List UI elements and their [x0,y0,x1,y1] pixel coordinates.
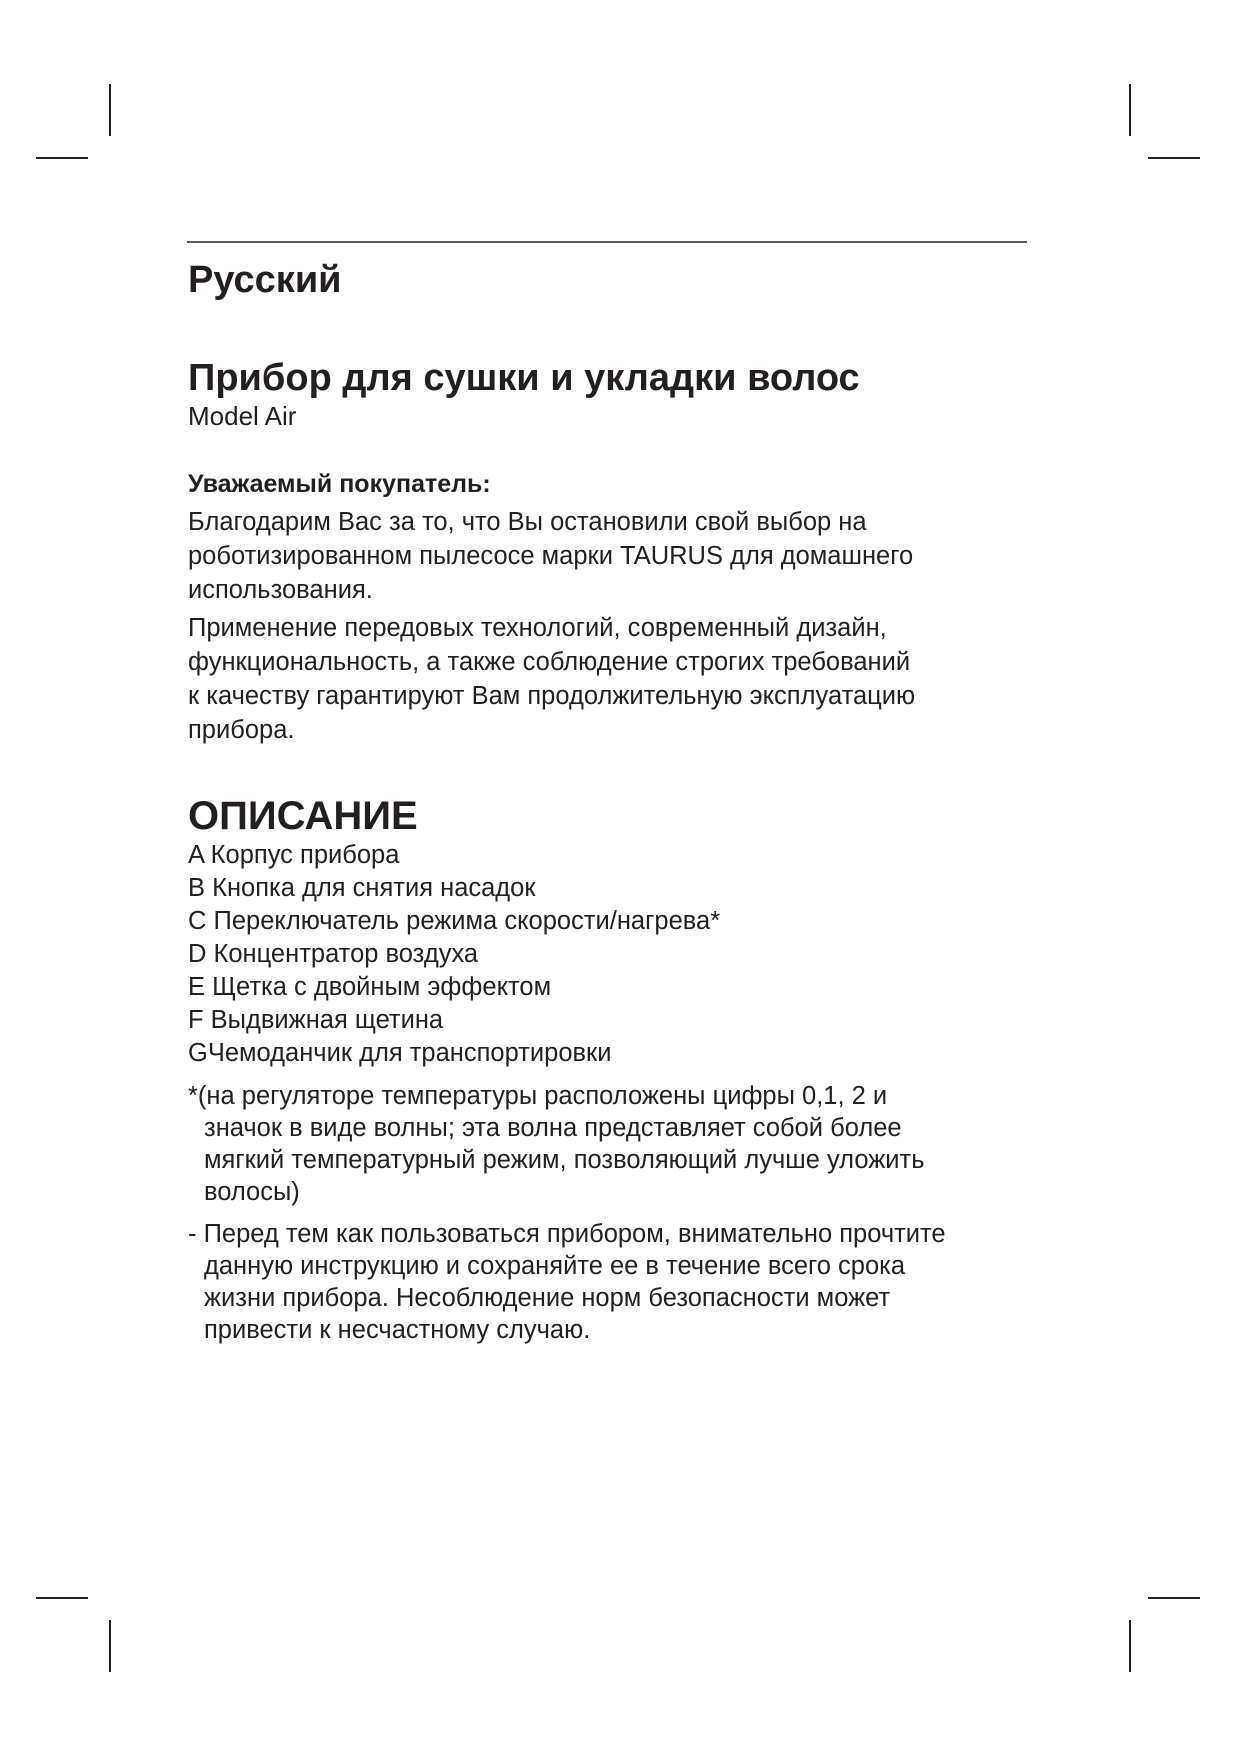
crop-mark-top-right-horizontal [1148,157,1200,159]
language-title: Русский [188,259,342,301]
greeting: Уважаемый покупатель: [188,470,491,499]
list-item-a: A Корпус прибора [188,840,400,869]
footnote: *(на регуляторе температуры расположены цифры 0,1, 2 и значок в виде волны; эта волна представляет собой более мягкий температурный режим, позволяющий лучше уложить волосы) [188,1081,925,1206]
crop-mark-top-left-horizontal [36,157,88,159]
model-name: Model Air [188,401,297,432]
list-item-b: B Кнопка для снятия насадок [188,873,536,902]
list-item-c: C Переключатель режима скорости/нагрева* [188,906,721,935]
crop-mark-bottom-left-horizontal [36,1597,88,1599]
crop-mark-top-right-vertical [1129,84,1131,136]
intro-paragraph-1: Благодарим Вас за то, что Вы остановили свой выбор на роботизированном пылесосе марки TAURUS для домашнего использования. [188,507,914,604]
page-content [188,258,1048,1346]
description-heading: ОПИСАНИЕ [188,793,418,838]
intro-paragraph-2: Применение передовых технологий, современный дизайн, функциональность, а также соблюдение строгих требований к качеству гарантируют Вам продолжительную эксплуатацию прибора. [188,613,916,744]
header-rule [187,241,1027,243]
parts-list [188,839,1048,1070]
list-item-e: E Щетка с двойным эффектом [188,972,552,1001]
crop-mark-bottom-right-horizontal [1148,1597,1200,1599]
crop-mark-top-left-vertical [109,84,111,136]
list-item-g: GЧемоданчик для транспортировки [188,1038,612,1067]
crop-mark-bottom-right-vertical [1129,1620,1131,1672]
list-item-d: D Концентратор воздуха [188,939,479,968]
safety-warning: - Перед тем как пользоваться прибором, внимательно прочтите данную инструкцию и сохраняйте ее в течение всего срока жизни прибора. Несоблюдение норм безопасности может привести к несчастному случаю. [188,1219,946,1344]
document-title: Прибор для сушки и укладки волос [188,356,860,399]
crop-mark-bottom-left-vertical [109,1620,111,1672]
list-item-f: F Выдвижная щетина [188,1005,444,1034]
